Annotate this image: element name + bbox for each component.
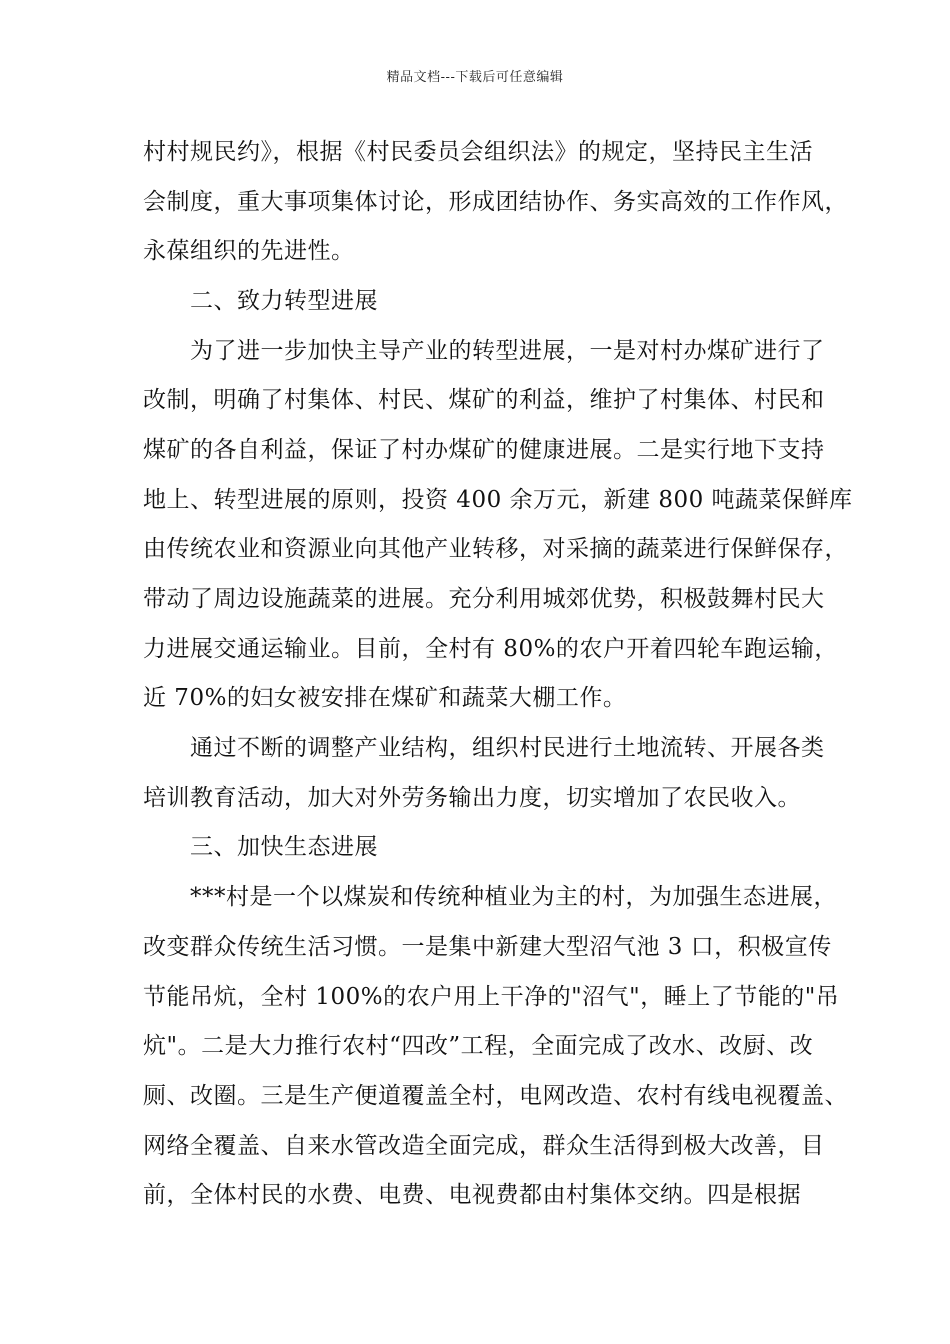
text-line: 带动了周边设施蔬菜的进展。充分利用城郊优势，积极鼓舞村民大 <box>143 586 825 612</box>
text-line: 由传统农业和资源业向其他产业转移，对采摘的蔬菜进行保鲜保存， <box>143 536 848 562</box>
page-header: 精品文档---下载后可任意编辑 <box>386 70 564 85</box>
text-line: ***村是一个以煤炭和传统种植业为主的村，为加强生态进展， <box>190 884 837 910</box>
text-line: 改变群众传统生活习惯。一是集中新建大型沼气池 3 口，积极宣传 <box>143 934 832 960</box>
text-line: 炕"。二是大力推行农村“四改”工程，全面完成了改水、改厨、改 <box>143 1033 814 1059</box>
text-line: 为了进一步加快主导产业的转型进展，一是对村办煤矿进行了 <box>190 338 825 364</box>
text-line: 地上、转型进展的原则，投资 400 余万元，新建 800 吨蔬菜保鲜库 <box>143 487 853 513</box>
text-line: 前，全体村民的水费、电费、电视费都由村集体交纳。四是根据 <box>143 1182 801 1208</box>
text-line: 力进展交通运输业。目前，全村有 80%的农户开着四轮车跑运输， <box>143 636 838 662</box>
text-line: 网络全覆盖、自来水管改造全面完成，群众生活得到极大改善，目 <box>143 1133 825 1159</box>
text-line: 培训教育活动，加大对外劳务输出力度，切实增加了农民收入。 <box>143 785 801 811</box>
text-line: 煤矿的各自利益，保证了村办煤矿的健康进展。二是实行地下支持 <box>143 437 825 463</box>
text-line: 通过不断的调整产业结构，组织村民进行土地流转、开展各类 <box>190 735 825 761</box>
section-heading: 三、加快生态进展 <box>190 834 378 860</box>
text-line: 永葆组织的先进性。 <box>143 238 355 264</box>
text-line: 近 70%的妇女被安排在煤矿和蔬菜大棚工作。 <box>143 685 627 711</box>
text-line: 厕、改圈。三是生产便道覆盖全村，电网改造、农村有线电视覆盖、 <box>143 1083 848 1109</box>
text-line: 改制，明确了村集体、村民、煤矿的利益，维护了村集体、村民和 <box>143 387 825 413</box>
text-line: 节能吊炕，全村 100%的农户用上干净的"沼气"，睡上了节能的"吊 <box>143 984 840 1010</box>
text-line: 会制度，重大事项集体讨论，形成团结协作、务实高效的工作作风， <box>143 189 848 215</box>
text-line: 村村规民约》，根据《村民委员会组织法》的规定，坚持民主生活 <box>143 139 813 165</box>
section-heading: 二、致力转型进展 <box>190 288 378 314</box>
